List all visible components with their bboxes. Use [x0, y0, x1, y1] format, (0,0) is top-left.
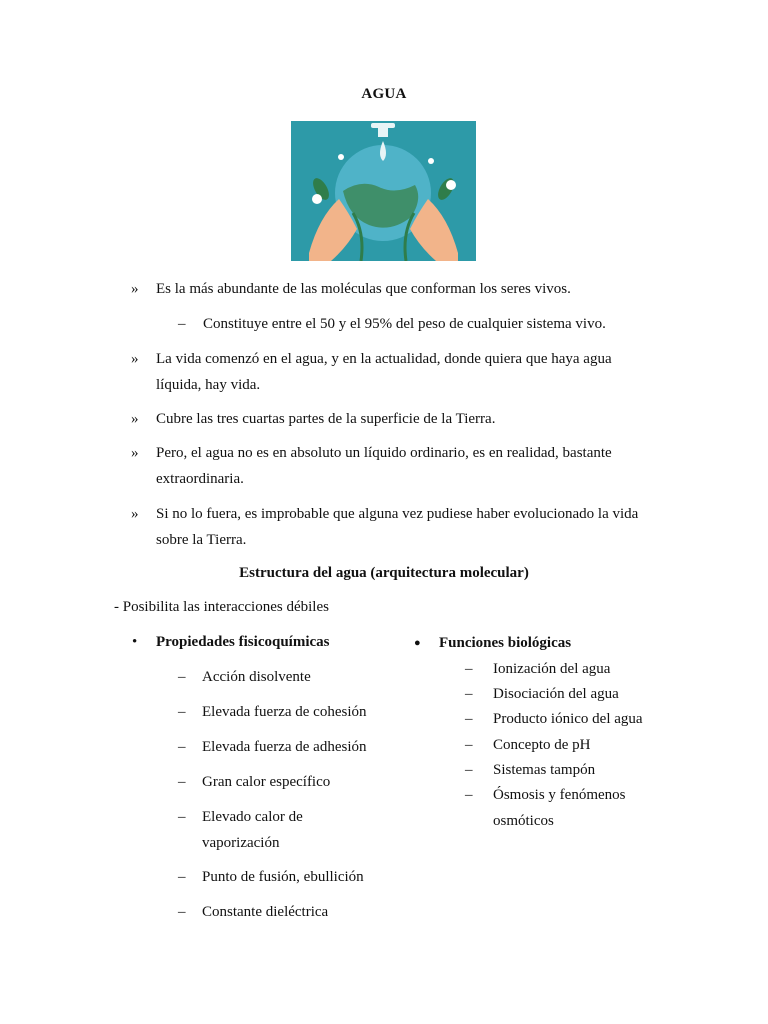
- function-text: Producto iónico del agua: [493, 711, 643, 727]
- property-text: Elevada fuerza de adhesión: [202, 739, 367, 755]
- bullet-mark: ●: [414, 637, 421, 649]
- function-text: Concepto de pH: [493, 737, 591, 753]
- function-text: Ósmosis y fenómenos osmóticos: [493, 787, 626, 829]
- bullet-text: Pero, el agua no es en absoluto un líquido ordinario, es en realidad, bastante extraordinaria.: [156, 445, 612, 487]
- dash-mark: –: [465, 787, 473, 803]
- water-earth-illustration: [291, 121, 476, 261]
- property-text: Constante dieléctrica: [202, 904, 329, 920]
- dash-mark: –: [178, 809, 186, 825]
- dash-mark: –: [465, 737, 473, 753]
- property-text: Elevada fuerza de cohesión: [202, 704, 367, 720]
- dash-mark: –: [178, 704, 186, 720]
- dash-mark: –: [178, 316, 186, 332]
- section-heading: Estructura del agua (arquitectura molecular): [239, 565, 529, 581]
- bullet-mark: »: [131, 351, 139, 367]
- intro-note: - Posibilita las interacciones débiles: [114, 599, 329, 615]
- bullet-text: Cubre las tres cuartas partes de la superficie de la Tierra.: [156, 411, 496, 427]
- dash-mark: –: [178, 739, 186, 755]
- earth-hands-image: [291, 121, 476, 261]
- properties-title: Propiedades fisicoquímicas: [156, 634, 330, 650]
- bullet-mark: »: [131, 445, 139, 461]
- dash-mark: –: [465, 762, 473, 778]
- property-text: Punto de fusión, ebullición: [202, 869, 364, 885]
- bullet-mark: »: [131, 281, 139, 297]
- bullet-mark: •: [132, 634, 138, 650]
- sub-bullet-text: Constituye entre el 50 y el 95% del peso de cualquier sistema vivo.: [203, 316, 606, 332]
- dash-mark: –: [178, 904, 186, 920]
- bullet-text: Si no lo fuera, es improbable que alguna vez pudiese haber evolucionado la vida sobre la Tierra.: [156, 506, 639, 548]
- dash-mark: –: [178, 669, 186, 685]
- dash-mark: –: [465, 711, 473, 727]
- property-text: Acción disolvente: [202, 669, 311, 685]
- dash-mark: –: [465, 661, 473, 677]
- function-text: Disociación del agua: [493, 686, 619, 702]
- dash-mark: –: [178, 869, 186, 885]
- functions-title: Funciones biológicas: [439, 635, 572, 651]
- function-text: Sistemas tampón: [493, 762, 596, 778]
- property-text: Elevado calor de vaporización: [202, 809, 303, 851]
- dash-mark: –: [465, 686, 473, 702]
- property-text: Gran calor específico: [202, 774, 331, 790]
- page-title: AGUA: [361, 86, 407, 102]
- dash-mark: –: [178, 774, 186, 790]
- function-text: Ionización del agua: [493, 661, 611, 677]
- bullet-text: La vida comenzó en el agua, y en la actualidad, donde quiera que haya agua líquida, hay vida.: [156, 351, 612, 393]
- bullet-mark: »: [131, 506, 139, 522]
- bullet-text: Es la más abundante de las moléculas que conforman los seres vivos.: [156, 281, 571, 297]
- bullet-mark: »: [131, 411, 139, 427]
